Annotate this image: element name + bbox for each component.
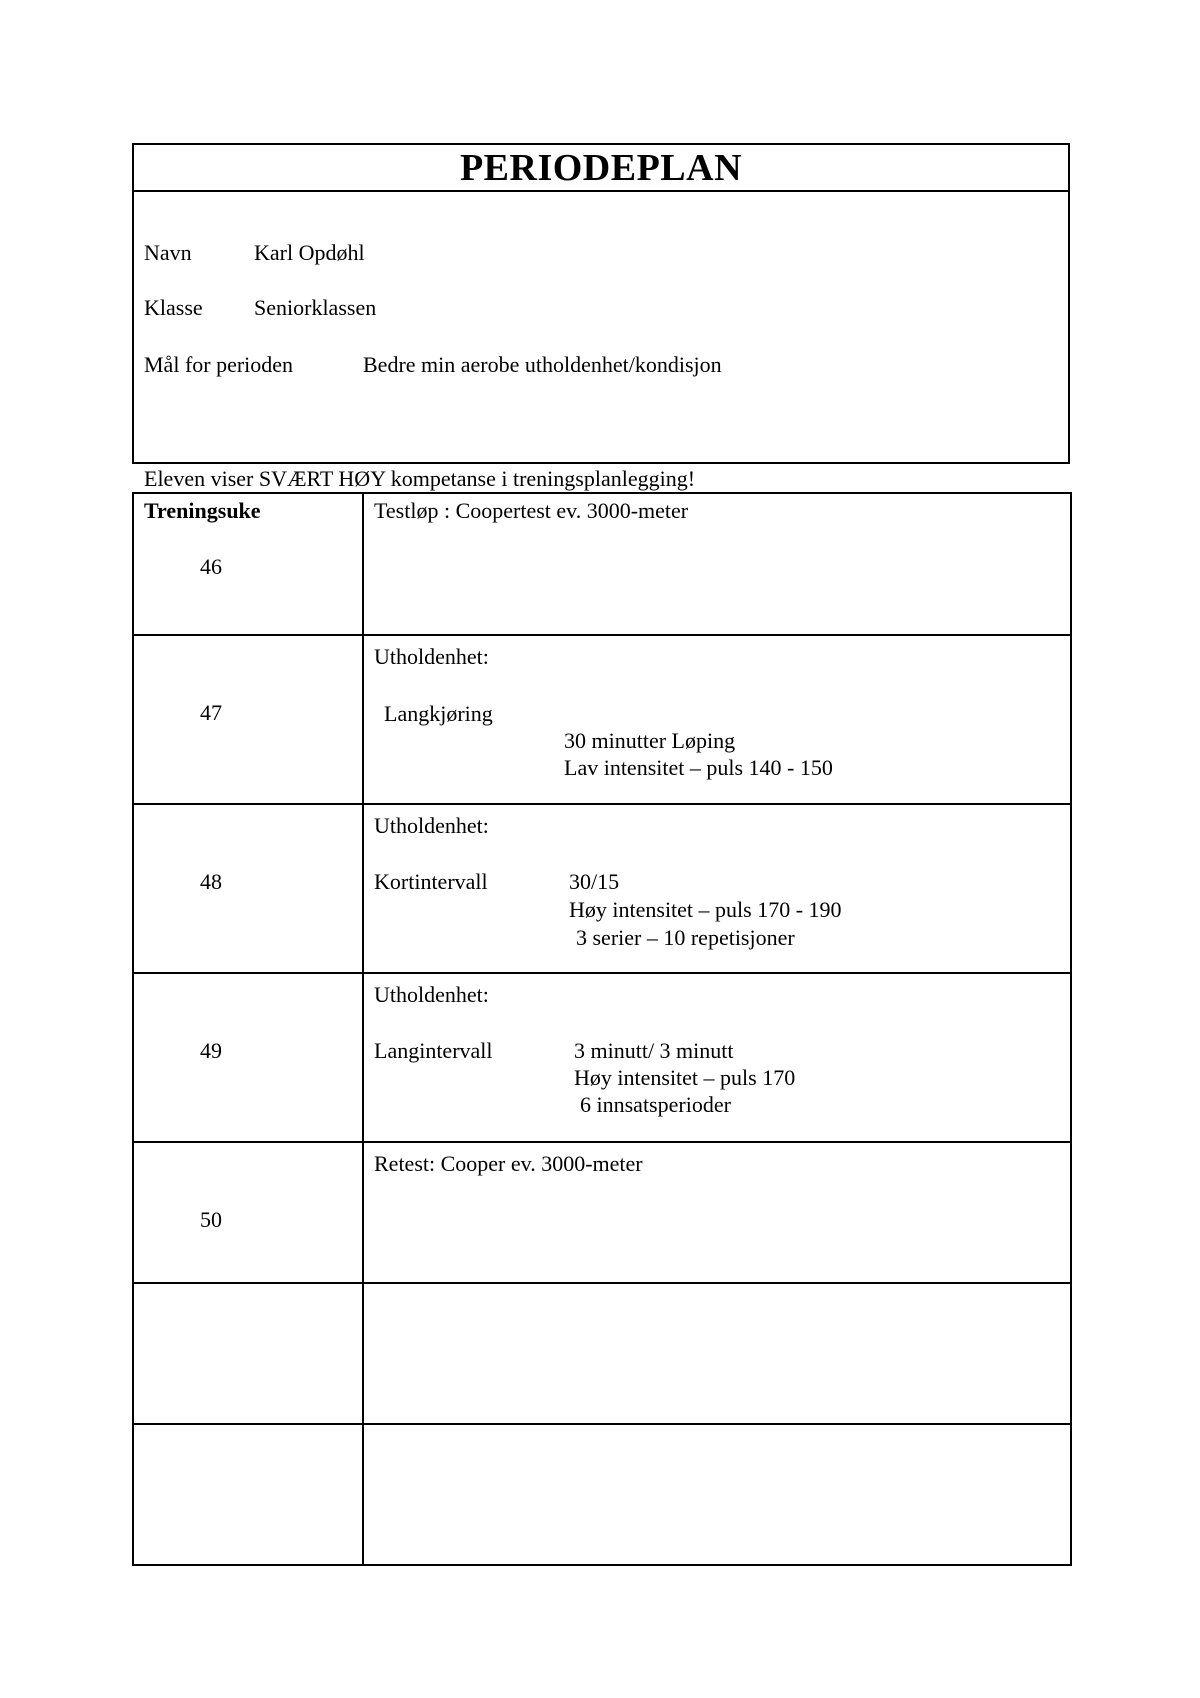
activity-type: Langintervall <box>374 1038 493 1063</box>
week-header-label: Treningsuke <box>144 498 261 523</box>
activity-cell <box>363 493 1071 635</box>
week-number: 46 <box>200 554 222 579</box>
name-value: Karl Opdøhl <box>254 240 365 265</box>
table-row <box>133 1283 1071 1424</box>
week-cell <box>133 1424 363 1565</box>
week-cell <box>133 1142 363 1283</box>
activity-cell <box>363 804 1071 973</box>
name-label: Navn <box>144 240 192 265</box>
week-number: 50 <box>200 1207 222 1232</box>
table-row <box>133 1142 1071 1283</box>
activity-detail: 6 innsatsperioder <box>580 1092 731 1117</box>
activity-detail: Høy intensitet – puls 170 <box>574 1065 796 1090</box>
activity-cell <box>363 1283 1071 1424</box>
teacher-remark: Eleven viser SVÆRT HØY kompetanse i treningsplanlegging! <box>144 466 696 491</box>
activity-heading: Utholdenhet: <box>374 644 489 669</box>
table-row <box>133 804 1071 973</box>
week-cell <box>133 804 363 973</box>
activity-cell <box>363 1142 1071 1283</box>
week-cell <box>133 493 363 635</box>
table-row <box>133 973 1071 1142</box>
activity-detail: 30 minutter Løping <box>564 728 736 753</box>
activity-heading: Utholdenhet: <box>374 982 489 1007</box>
table-row <box>133 1424 1071 1565</box>
activity-heading: Testløp : Coopertest ev. 3000-meter <box>374 498 689 523</box>
activity-heading: Utholdenhet: <box>374 813 489 838</box>
activity-cell <box>363 973 1071 1142</box>
training-plan-table <box>132 492 1072 1566</box>
week-number: 48 <box>200 869 222 894</box>
activity-heading: Retest: Cooper ev. 3000-meter <box>374 1151 643 1176</box>
week-cell <box>133 973 363 1142</box>
goal-label: Mål for perioden <box>144 352 294 377</box>
title-box <box>132 143 1070 192</box>
week-number: 49 <box>200 1038 222 1063</box>
table-row <box>133 635 1071 804</box>
activity-detail: 3 minutt/ 3 minutt <box>574 1038 734 1063</box>
activity-cell <box>363 1424 1071 1565</box>
info-box <box>132 190 1070 464</box>
activity-detail: Lav intensitet – puls 140 - 150 <box>564 755 833 780</box>
activity-detail: Høy intensitet – puls 170 - 190 <box>569 897 842 922</box>
activity-detail: 3 serier – 10 repetisjoner <box>576 925 795 950</box>
week-cell <box>133 1283 363 1424</box>
class-value: Seniorklassen <box>254 295 377 320</box>
activity-detail: 30/15 <box>569 869 620 894</box>
week-cell <box>133 635 363 804</box>
goal-value: Bedre min aerobe utholdenhet/kondisjon <box>363 352 722 377</box>
table-row <box>133 493 1071 635</box>
activity-cell <box>363 635 1071 804</box>
week-number: 47 <box>200 700 222 725</box>
class-label: Klasse <box>144 295 203 320</box>
activity-type: Kortintervall <box>374 869 488 894</box>
page-title: PERIODEPLAN <box>459 146 743 189</box>
activity-type: Langkjøring <box>384 701 493 726</box>
